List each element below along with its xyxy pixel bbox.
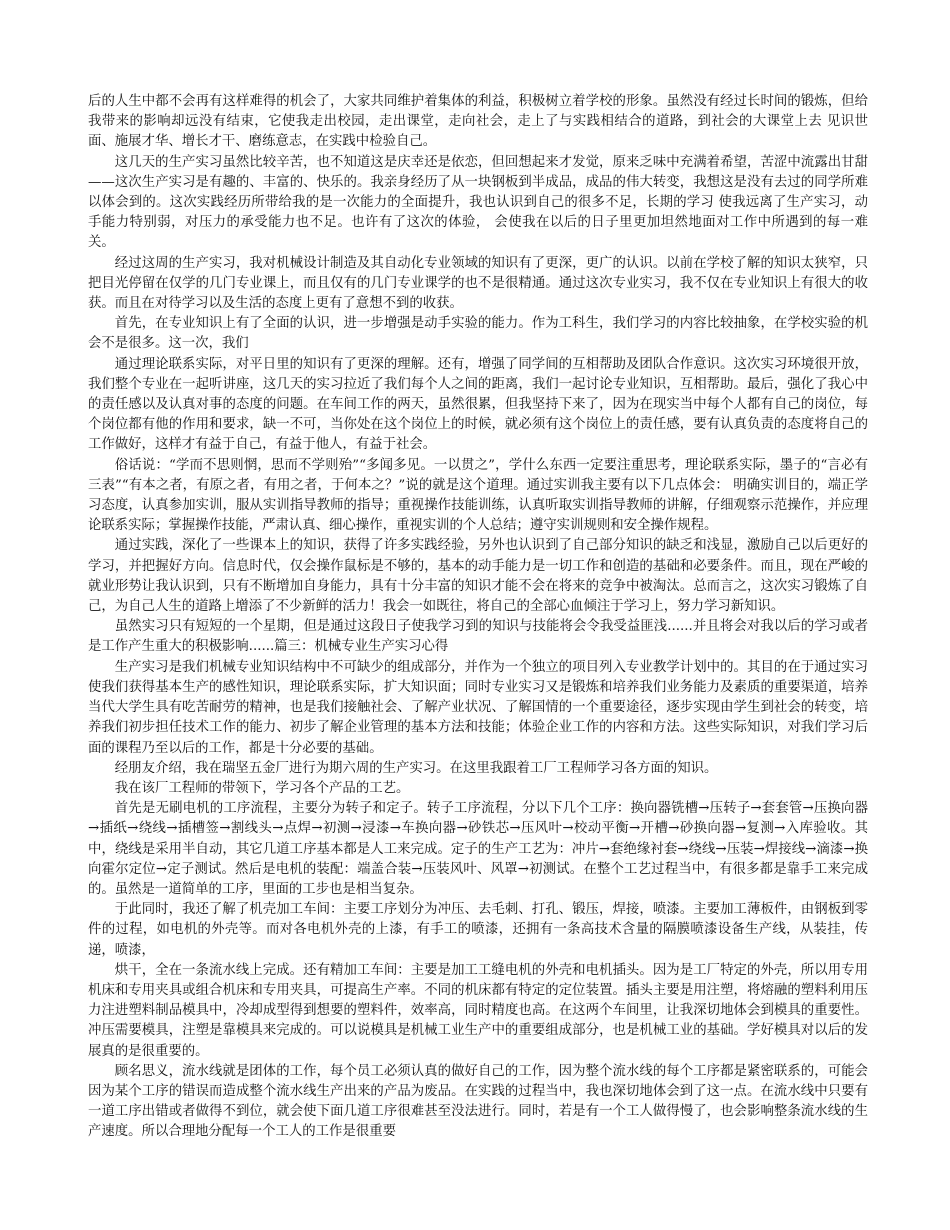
body-paragraph-11: 我在该厂工程师的带领下，学习各个产品的工艺。: [114, 780, 410, 796]
body-paragraph-15: 顾名思义，流水线就是团体的工作，每个员工必须认真的做好自己的工作，因为整个流水线的每个工序都是紧密联系的，可能会因为某个工序的错误而造成整个流水线生产出来的产品为废品。在实践的过程当中，我也深切地体会到了这一点。在流水线中只要有一道工序出错或者做得不到位，就会使下面几道工序很难甚至没法进行。同时，若是有一个工人做得慢了，也会影响整条流水线的生产速度。所以合理地分配每一个工人的工作是很重要: [88, 1063, 868, 1140]
body-paragraph-3: 经过这周的生产实习，我对机械设计制造及其自动化专业领域的知识有了更深，更广的认识。以前在学校了解的知识太狭窄，只把目光停留在仅学的几门专业课上，而且仅有的几门专业课学的也不是很精通。通过这次专业实习，我不仅在专业知识上有很大的收获。而且在对待学习以及生活的态度上更有了意想不到的收获。: [88, 255, 868, 312]
body-paragraph-8: 虽然实习只有短短的一个星期，但是通过这段日子使我学习到的知识与技能将会令我受益匪浅......并且将会对我以后的学习或者是工作产生重大的积极影响......篇三：机械专业生产实习心得: [88, 619, 868, 655]
body-paragraph-14: 烘干，全在一条流水线上完成。还有精加工车间：主要是加工工缝电机的外壳和电机插头。因为是工厂特定的外壳，所以用专用机床和专用夹具或组合机床和专用夹具，可提高生产率。不同的机床都有特定的定位装置。插头主要是用注塑，将熔融的塑料利用压力注进塑料制品模具中，冷却成型得到想要的塑料件，效率高，同时精度也高。在这两个车间里，让我深切地体会到模具的重要性。冲压需要模具，注塑是靠模具来完成的。可以说模具是机械工业生产中的重要组成部分，也是机械工业的基础。学好模具对以后的发展真的是很重要的。: [88, 962, 868, 1059]
body-paragraph-9: 生产实习是我们机械专业知识结构中不可缺少的组成部分，并作为一个独立的项目列入专业教学计划中的。其目的在于通过实习使我们获得基本生产的感性知识，理论联系实际，扩大知识面；同时专业实习又是锻炼和培养我们业务能力及素质的重要渠道，培养当代大学生具有吃苦耐劳的精神，也是我们接触社会、了解产业状况、了解国情的一个重要途径，逐步实现由学生到社会的转变，培养我们初步担任技术工作的能力、初步了解企业管理的基本方法和技能；体验企业工作的内容和方法。这些实际知识，对我们学习后面的课程乃至以后的工作，都是十分必要的基础。: [88, 659, 868, 756]
body-paragraph-12: 首先是无刷电机的工序流程，主要分为转子和定子。转子工序流程，分以下几个工序：换向器铣槽→压转子→套套管→压换向器→插纸→绕线→插槽签→割线头→点焊→初测→浸漆→车换向器→砂铁芯→压风叶→校动平衡→开槽→砂换向器→复测→入库验收。其中，绕线是采用半自动，其它几道工序基本都是人工来完成。定子的生产工艺为：冲片→套绝缘衬套→绕线→压装→焊接线→滴漆→换向霍尔定位→定子测试。然后是电机的装配：端盖合装→压装风叶、风罩→初测试。在整个工艺过程当中，有很多都是靠手工来完成的。虽然是一道简单的工序，里面的工步也是相当复杂。: [88, 801, 868, 897]
body-paragraph-1: 后的人生中都不会再有这样难得的机会了，大家共同维护着集体的利益，积极树立着学校的形象。虽然没有经过长时间的锻炼，但给我带来的影响却远没有结束，它使我走出校园，走出课堂，走向社会，走上了与实践相结合的道路，到社会的大课堂上去 见识世面、施展才华、增长才干、磨练意志，在实践中检验自己。: [88, 94, 868, 150]
body-paragraph-6: 俗话说：“学而不思则惘，思而不学则殆”“多闻多见。一以贯之”，学什么东西一定要注重思考，理论联系实际，墨子的“言必有三表”“有本之者，有原之者，有用之者，于何本之？”说的就是这个道理。通过实训我主要有以下几点体会： 明确实训目的，端正学习态度，认真参加实训，服从实训指导教师的指导；重视操作技能训练，认真听取实训指导教师的讲解，仔细观察示范操作，并应理论联系实际；掌握操作技能，严肃认真、细心操作，重视实训的个人总结；遵守实训规则和安全操作规程。: [88, 457, 868, 534]
body-paragraph-7: 通过实践，深化了一些课本上的知识，获得了许多实践经验，另外也认识到了自己部分知识的缺乏和浅显，激励自己以后更好的学习，并把握好方向。信息时代，仅会操作鼠标是不够的，基本的动手能力是一切工作和创造的基础和必要条件。而且，现在严峻的就业形势让我认识到，只有不断增加自身能力，具有十分丰富的知识才能不会在将来的竞争中被淘汰。总而言之，这次实习锻炼了自己，为自己人生的道路上增添了不少新鲜的活力！我会一如既往，将自己的全部心血倾注于学习上，努力学习新知识。: [88, 538, 868, 615]
body-paragraph-2: 这几天的生产实习虽然比较辛苦，也不知道这是庆幸还是依恋，但回想起来才发觉，原来乏味中充满着希望，苦涩中流露出甘甜——这次生产实习是有趣的、丰富的、快乐的。我亲身经历了从一块钢板到半成品，成品的伟大转变，我想这是没有去过的同学所难以体会到的。这次实践经历所带给我的是一次能力的全面提升，我也认识到自己的很多不足，长期的学习 使我远离了生产实习，动手能力特别弱，对压力的承受能力也不足。也许有了这次的体验， 会使我在以后的日子里更加坦然地面对工作中所遇到的每一难关。: [88, 154, 868, 251]
body-paragraph-5: 通过理论联系实际，对平日里的知识有了更深的理解。还有，增强了同学间的互相帮助及团队合作意识。这次实习环境很开放，我们整个专业在一起听讲座，这几天的实习拉近了我们每个人之间的距离，我们一起讨论专业知识，互相帮助。最后，强化了我心中的责任感以及认真对事的态度的问题。在车间工作的两天，虽然很累，但我坚持下来了，因为在现实当中每个人都有自己的岗位，每个岗位都有他的作用和要求，缺一不可，当你处在这个岗位上的时候，就必须有这个岗位上的责任感，要有认真负责的态度将自己的工作做好，这样才有益于自己，有益于他人，有益于社会。: [88, 356, 868, 453]
body-paragraph-4: 首先，在专业知识上有了全面的认识，进一步增强是动手实验的能力。作为工科生，我们学习的内容比较抽象，在学校实验的机会不是很多。这一次，我们: [88, 316, 868, 352]
body-paragraph-13: 于此同时，我还了解了机壳加工车间：主要工序划分为冲压、去毛刺、打孔、锻压，焊接，喷漆。主要加工薄板件，由钢板到零件的过程，如电机的外壳等。而对各电机外壳的上漆，有手工的喷漆，还拥有一条高技术含量的隔膜喷漆设备生产线，从装挂，传递，喷漆，: [88, 902, 868, 958]
body-paragraph-10: 经朋友介绍，我在瑞坚五金厂进行为期六周的生产实习。在这里我跟着工厂工程师学习各方面的知识。: [114, 760, 718, 776]
document-page: [88, 92, 868, 1143]
